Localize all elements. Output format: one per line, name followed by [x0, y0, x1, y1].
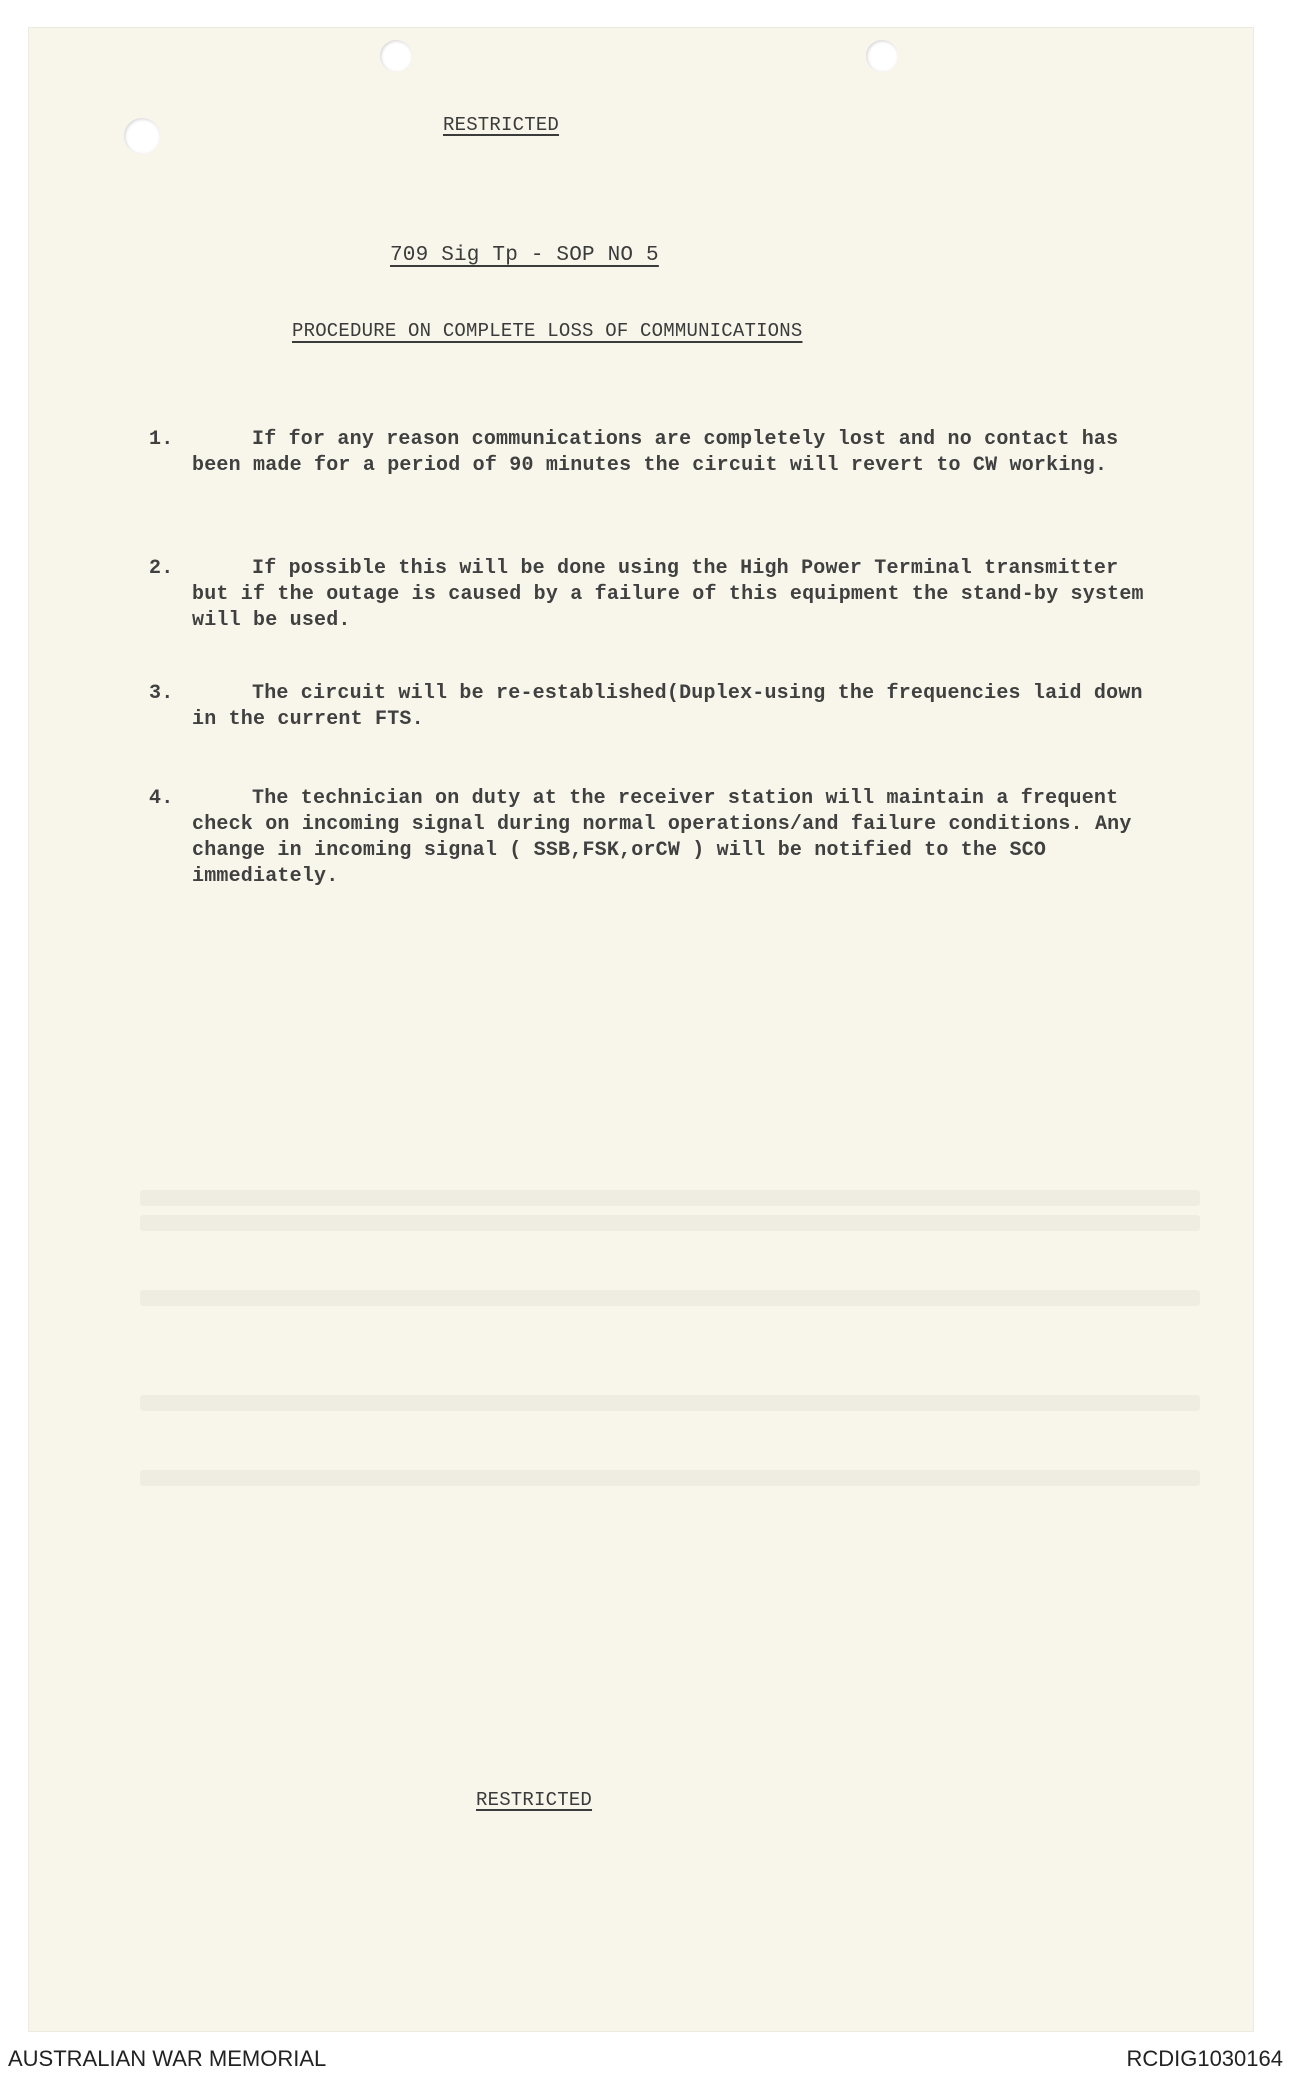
show-through-mark	[140, 1395, 1200, 1411]
paragraph-text: The circuit will be re-established(Duplex-using the frequencies laid down in the current FTS.	[192, 682, 1143, 731]
show-through-mark	[140, 1290, 1200, 1306]
paragraph	[149, 681, 1165, 733]
paragraph-text: The technician on duty at the receiver station will maintain a frequent check on incoming signal during normal operations/and failure conditions. Any change in incoming signal ( SSB,FSK,orCW ) will be notified to the SCO immediately.	[192, 787, 1132, 888]
paragraph-number: 3.	[149, 682, 174, 705]
paragraph	[149, 786, 1165, 890]
classification-bottom: RESTRICTED	[476, 1789, 593, 1811]
classification-top: RESTRICTED	[443, 114, 560, 136]
paragraph-number: 1.	[149, 428, 174, 451]
punch-hole	[380, 40, 412, 72]
paragraph-number: 2.	[149, 557, 174, 580]
show-through-mark	[140, 1190, 1200, 1206]
document-title: 709 Sig Tp - SOP NO 5	[390, 244, 659, 267]
paragraph	[149, 556, 1165, 634]
punch-hole	[124, 118, 160, 154]
paragraph-number: 4.	[149, 787, 174, 810]
punch-hole	[866, 40, 898, 72]
paragraph-text: If possible this will be done using the High Power Terminal transmitter but if the outage is caused by a failure of this equipment the stand-by system will be used.	[192, 557, 1144, 632]
show-through-mark	[140, 1215, 1200, 1231]
document-subtitle: PROCEDURE ON COMPLETE LOSS OF COMMUNICATIONS	[292, 320, 803, 342]
paragraph-text: If for any reason communications are completely lost and no contact has been made for a period of 90 minutes the circuit will revert to CW working.	[192, 428, 1119, 477]
footer-record-id: RCDIG1030164	[1126, 2046, 1283, 2071]
show-through-mark	[140, 1470, 1200, 1486]
footer-institution: AUSTRALIAN WAR MEMORIAL	[8, 2046, 327, 2071]
paragraph	[149, 427, 1165, 479]
